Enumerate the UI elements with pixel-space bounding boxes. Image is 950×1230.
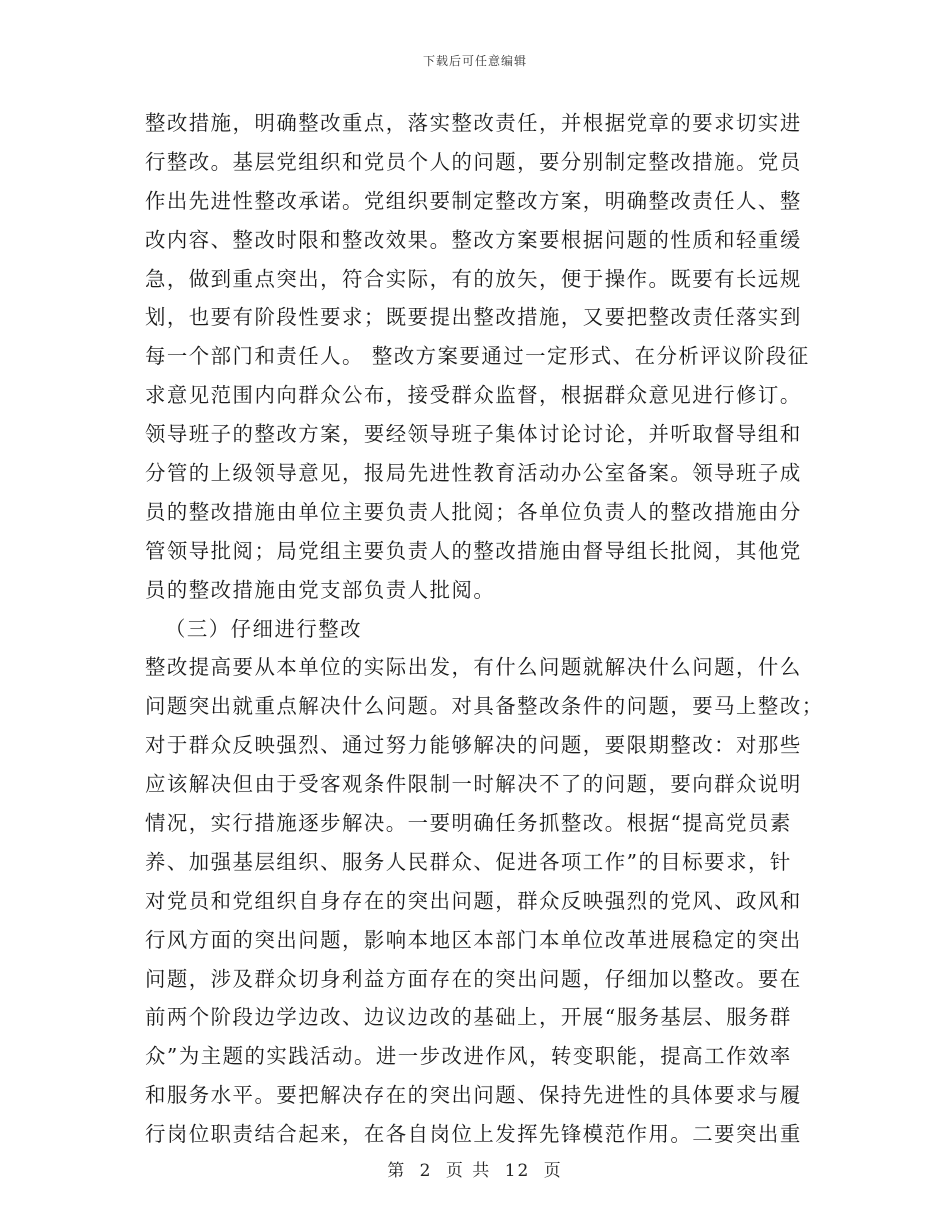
text-line: 员的整改措施由党支部负责人批阅。: [145, 577, 496, 602]
footer-middle: 页 共: [445, 1161, 492, 1181]
text-line: 整改提高要从本单位的实际出发，有什么问题就解决什么问题，什么: [145, 655, 802, 680]
text-line: 对党员和党组织自身存在的突出问题，群众反映强烈的党风、政风和: [145, 888, 802, 913]
text-line: 划，也要有阶段性要求；既要提出整改措施，又要把整改责任落实到: [145, 305, 802, 330]
section-heading: （三）仔细进行整改: [165, 616, 363, 641]
text-line: 行整改。基层党组织和党员个人的问题，要分别制定整改措施。党员: [145, 149, 802, 174]
text-line: 整改措施，明确整改重点，落实整改责任，并根据党章的要求切实进: [145, 111, 802, 135]
footer-prefix: 第: [387, 1161, 407, 1181]
text-line: 管领导批阅；局党组主要负责人的整改措施由督导组长批阅，其他党: [145, 538, 802, 563]
text-line: 求意见范围内向群众公布，接受群众监督，根据群众意见进行修订。: [145, 383, 802, 408]
text-line: 应该解决但由于受客观条件限制一时解决不了的问题，要向群众说明: [145, 772, 802, 797]
text-line: 行岗位职责结合起来，在各自岗位上发挥先锋模范作用。二要突出重: [145, 1122, 802, 1147]
text-line: 作出先进性整改承诺。党组织要制定整改方案，明确整改责任人、整: [145, 188, 802, 213]
text-line: 员的整改措施由单位主要负责人批阅；各单位负责人的整改措施由分: [145, 499, 802, 524]
text-line: 养、加强基层组织、服务人民群众、促进各项工作”的目标要求，针: [145, 849, 792, 874]
footer-total-pages: 12: [504, 1161, 531, 1181]
page-header: 下载后可任意编辑: [422, 54, 527, 68]
text-line: 行风方面的突出问题，影响本地区本部门本单位改革进展稳定的突出: [145, 927, 802, 952]
text-line: 改内容、整改时限和整改效果。整改方案要根据问题的性质和轻重缓: [145, 227, 802, 252]
text-line: 众”为主题的实践活动。进一步改进作风，转变职能，提高工作效率: [145, 1044, 792, 1069]
text-line: 和服务水平。要把解决存在的突出问题、保持先进性的具体要求与履: [145, 1083, 802, 1108]
page-footer: [0, 1156, 950, 1181]
text-line: 每一个部门和责任人。 整改方案要通过一定形式、在分析评议阶段征: [145, 344, 810, 369]
footer-page-number: 2: [419, 1161, 433, 1181]
text-line: 急，做到重点突出，符合实际，有的放矢，便于操作。既要有长远规: [145, 266, 802, 291]
text-line: 问题突出就重点解决什么问题。对具备整改条件的问题，要马上整改；: [145, 694, 824, 719]
body-text: [145, 104, 824, 1154]
footer-suffix: 页: [543, 1161, 563, 1181]
text-line: 分管的上级领导意见，报局先进性教育活动办公室备案。领导班子成: [145, 461, 802, 486]
text-line: 情况，实行措施逐步解决。一要明确任务抓整改。根据“提高党员素: [145, 811, 792, 836]
text-line: 对于群众反映强烈、通过努力能够解决的问题，要限期整改：对那些: [145, 733, 802, 758]
text-line: 问题，涉及群众切身利益方面存在的突出问题，仔细加以整改。要在: [145, 966, 802, 991]
text-line: 领导班子的整改方案，要经领导班子集体讨论讨论，并听取督导组和: [145, 422, 802, 447]
text-line: 前两个阶段边学边改、边议边改的基础上，开展“服务基层、服务群: [145, 1005, 792, 1030]
